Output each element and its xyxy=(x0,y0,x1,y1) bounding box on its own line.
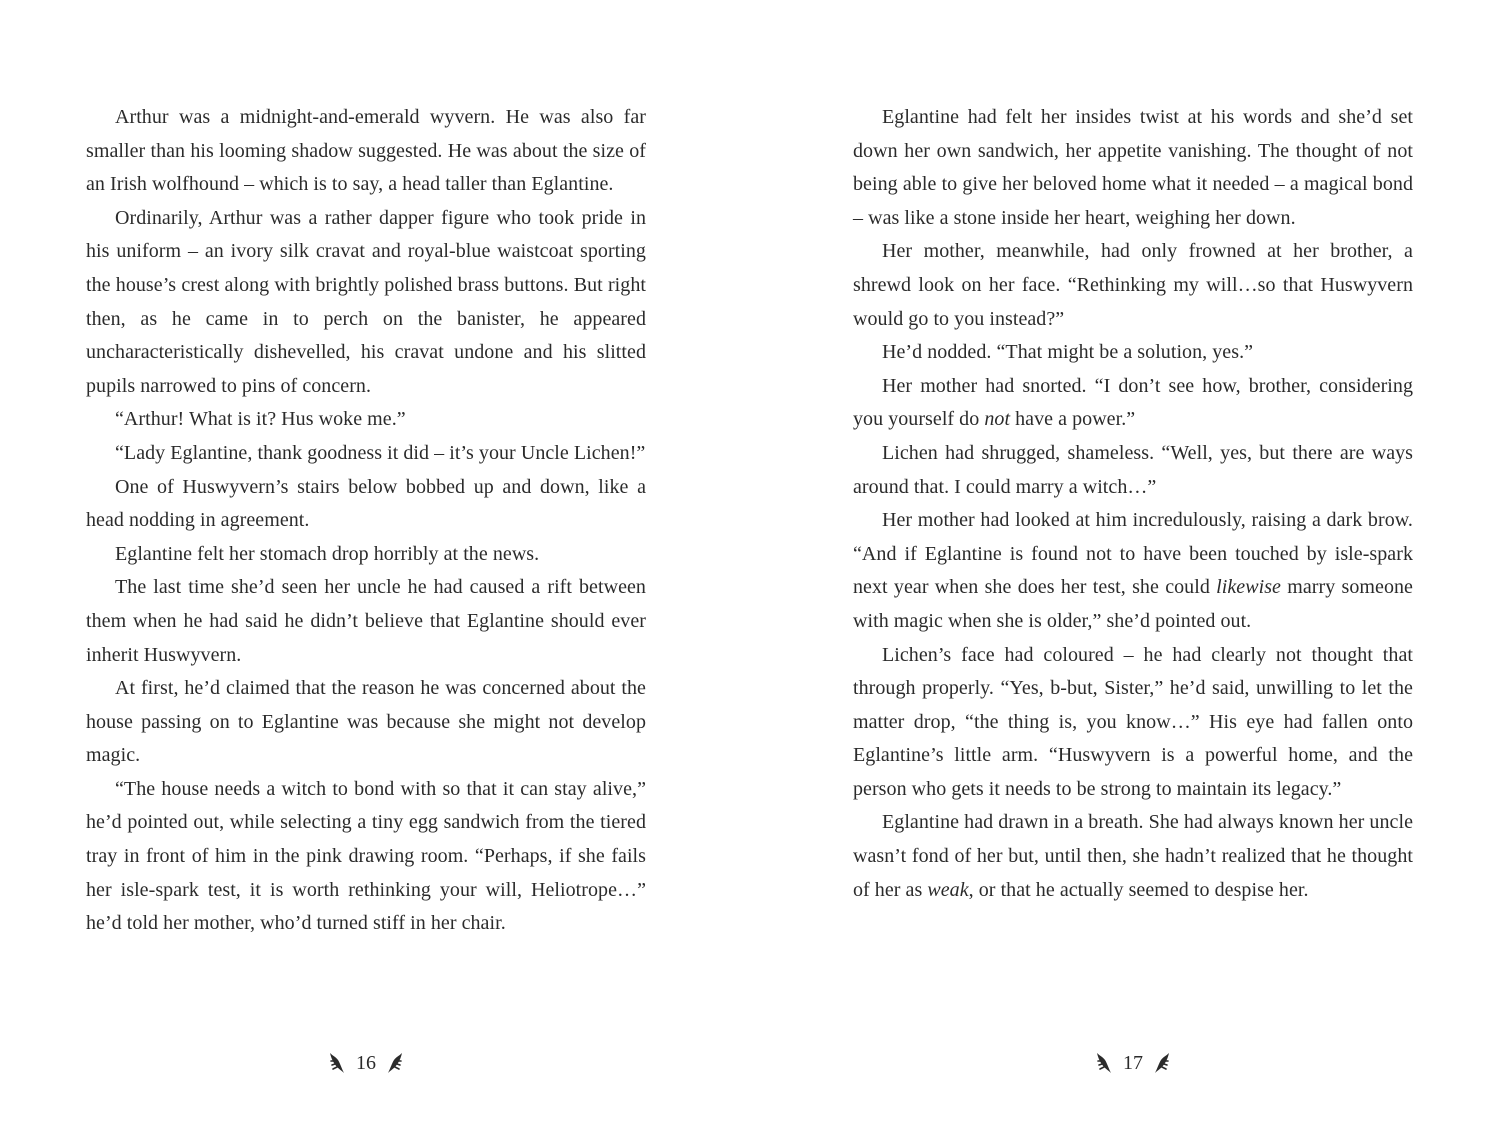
paragraph: Eglantine had felt her insides twist at his words and she’d set down her own sandwich, her appetite vanishing. The thought of not being able to give her beloved home what it needed – a magical bond – was like a stone inside her heart, weighing her down. xyxy=(853,106,1413,229)
paragraph: Ordinarily, Arthur was a rather dapper figure who took pride in his uniform – an ivory silk cravat and royal-blue waistcoat sporting the house’s crest along with brightly polished brass buttons. But right then, as he came in to perch on the banister, he appeared uncharacteristically dishevelled, his cravat undone and his slitted pupils narrowed to pins of concern. xyxy=(86,206,646,397)
feather-left-icon xyxy=(1095,1051,1113,1075)
paragraph: At first, he’d claimed that the reason he was concerned about the house passing on to Eglantine was because she might not develop magic. xyxy=(86,677,646,767)
paragraph: One of Huswyvern’s stairs below bobbed up and down, like a head nodding in agreement. xyxy=(86,475,646,532)
page-left xyxy=(86,101,646,941)
paragraph: Lichen had shrugged, shameless. “Well, yes, but there are ways around that. I could marry a witch…” xyxy=(853,441,1413,498)
page-number: 17 xyxy=(1123,1052,1143,1074)
feather-right-icon xyxy=(1153,1051,1171,1075)
emphasis: weak xyxy=(927,878,969,901)
paragraph: He’d nodded. “That might be a solution, yes.” xyxy=(882,341,1254,364)
paragraph: Her mother, meanwhile, had only frowned at her brother, a shrewd look on her face. “Rethinking my will…so that Huswyvern would go to you instead?” xyxy=(853,240,1413,330)
paragraph: “The house needs a witch to bond with so that it can stay alive,” he’d pointed out, while selecting a tiny egg sandwich from the tiered tray in front of him in the pink drawing room. “Perhaps, if she fails her isle-spark test, it is worth rethinking your will, Heliotrope…” he’d told her mother, who’d turned stiff in her chair. xyxy=(86,777,646,935)
page-number: 16 xyxy=(356,1052,376,1074)
feather-left-icon xyxy=(328,1051,346,1075)
paragraph: The last time she’d seen her uncle he had caused a rift between them when he had said he didn’t believe that Eglantine should ever inherit Huswyvern. xyxy=(86,576,646,666)
paragraph: Her mother had snorted. “I don’t see how, brother, considering you yourself do not have a power.” xyxy=(853,374,1413,431)
emphasis: likewise xyxy=(1216,576,1281,599)
page-footer-left xyxy=(86,1050,646,1076)
paragraph: Arthur was a midnight-and-emerald wyvern. He was also far smaller than his looming shadow suggested. He was about the size of an Irish wolfhound – which is to say, a head taller than Eglantine. xyxy=(86,106,646,196)
page-footer-right xyxy=(853,1050,1413,1076)
feather-right-icon xyxy=(386,1051,404,1075)
paragraph: Eglantine felt her stomach drop horribly at the news. xyxy=(115,542,540,565)
page-right xyxy=(853,101,1413,907)
paragraph: “Lady Eglantine, thank goodness it did – it’s your Uncle Lichen!” xyxy=(115,441,646,464)
paragraph: “Arthur! What is it? Hus woke me.” xyxy=(115,408,406,431)
paragraph: Lichen’s face had coloured – he had clearly not thought that through properly. “Yes, b-but, Sister,” he’d said, unwilling to let the matter drop, “the thing is, you know…” His eye had fallen onto Eglantine’s little arm. “Huswyvern is a powerful home, and the person who gets it needs to be strong to maintain its legacy.” xyxy=(853,643,1413,800)
paragraph: Her mother had looked at him incredulously, raising a dark brow. “And if Eglantine is found not to have been touched by isle-spark next year when she does her test, she could likewise marry someone with magic when she is older,” she’d pointed out. xyxy=(853,509,1413,632)
paragraph: Eglantine had drawn in a breath. She had always known her uncle wasn’t fond of her but, until then, she hadn’t realized that he thought of her as weak, or that he actually seemed to despise her. xyxy=(853,811,1413,901)
emphasis: not xyxy=(984,408,1011,431)
